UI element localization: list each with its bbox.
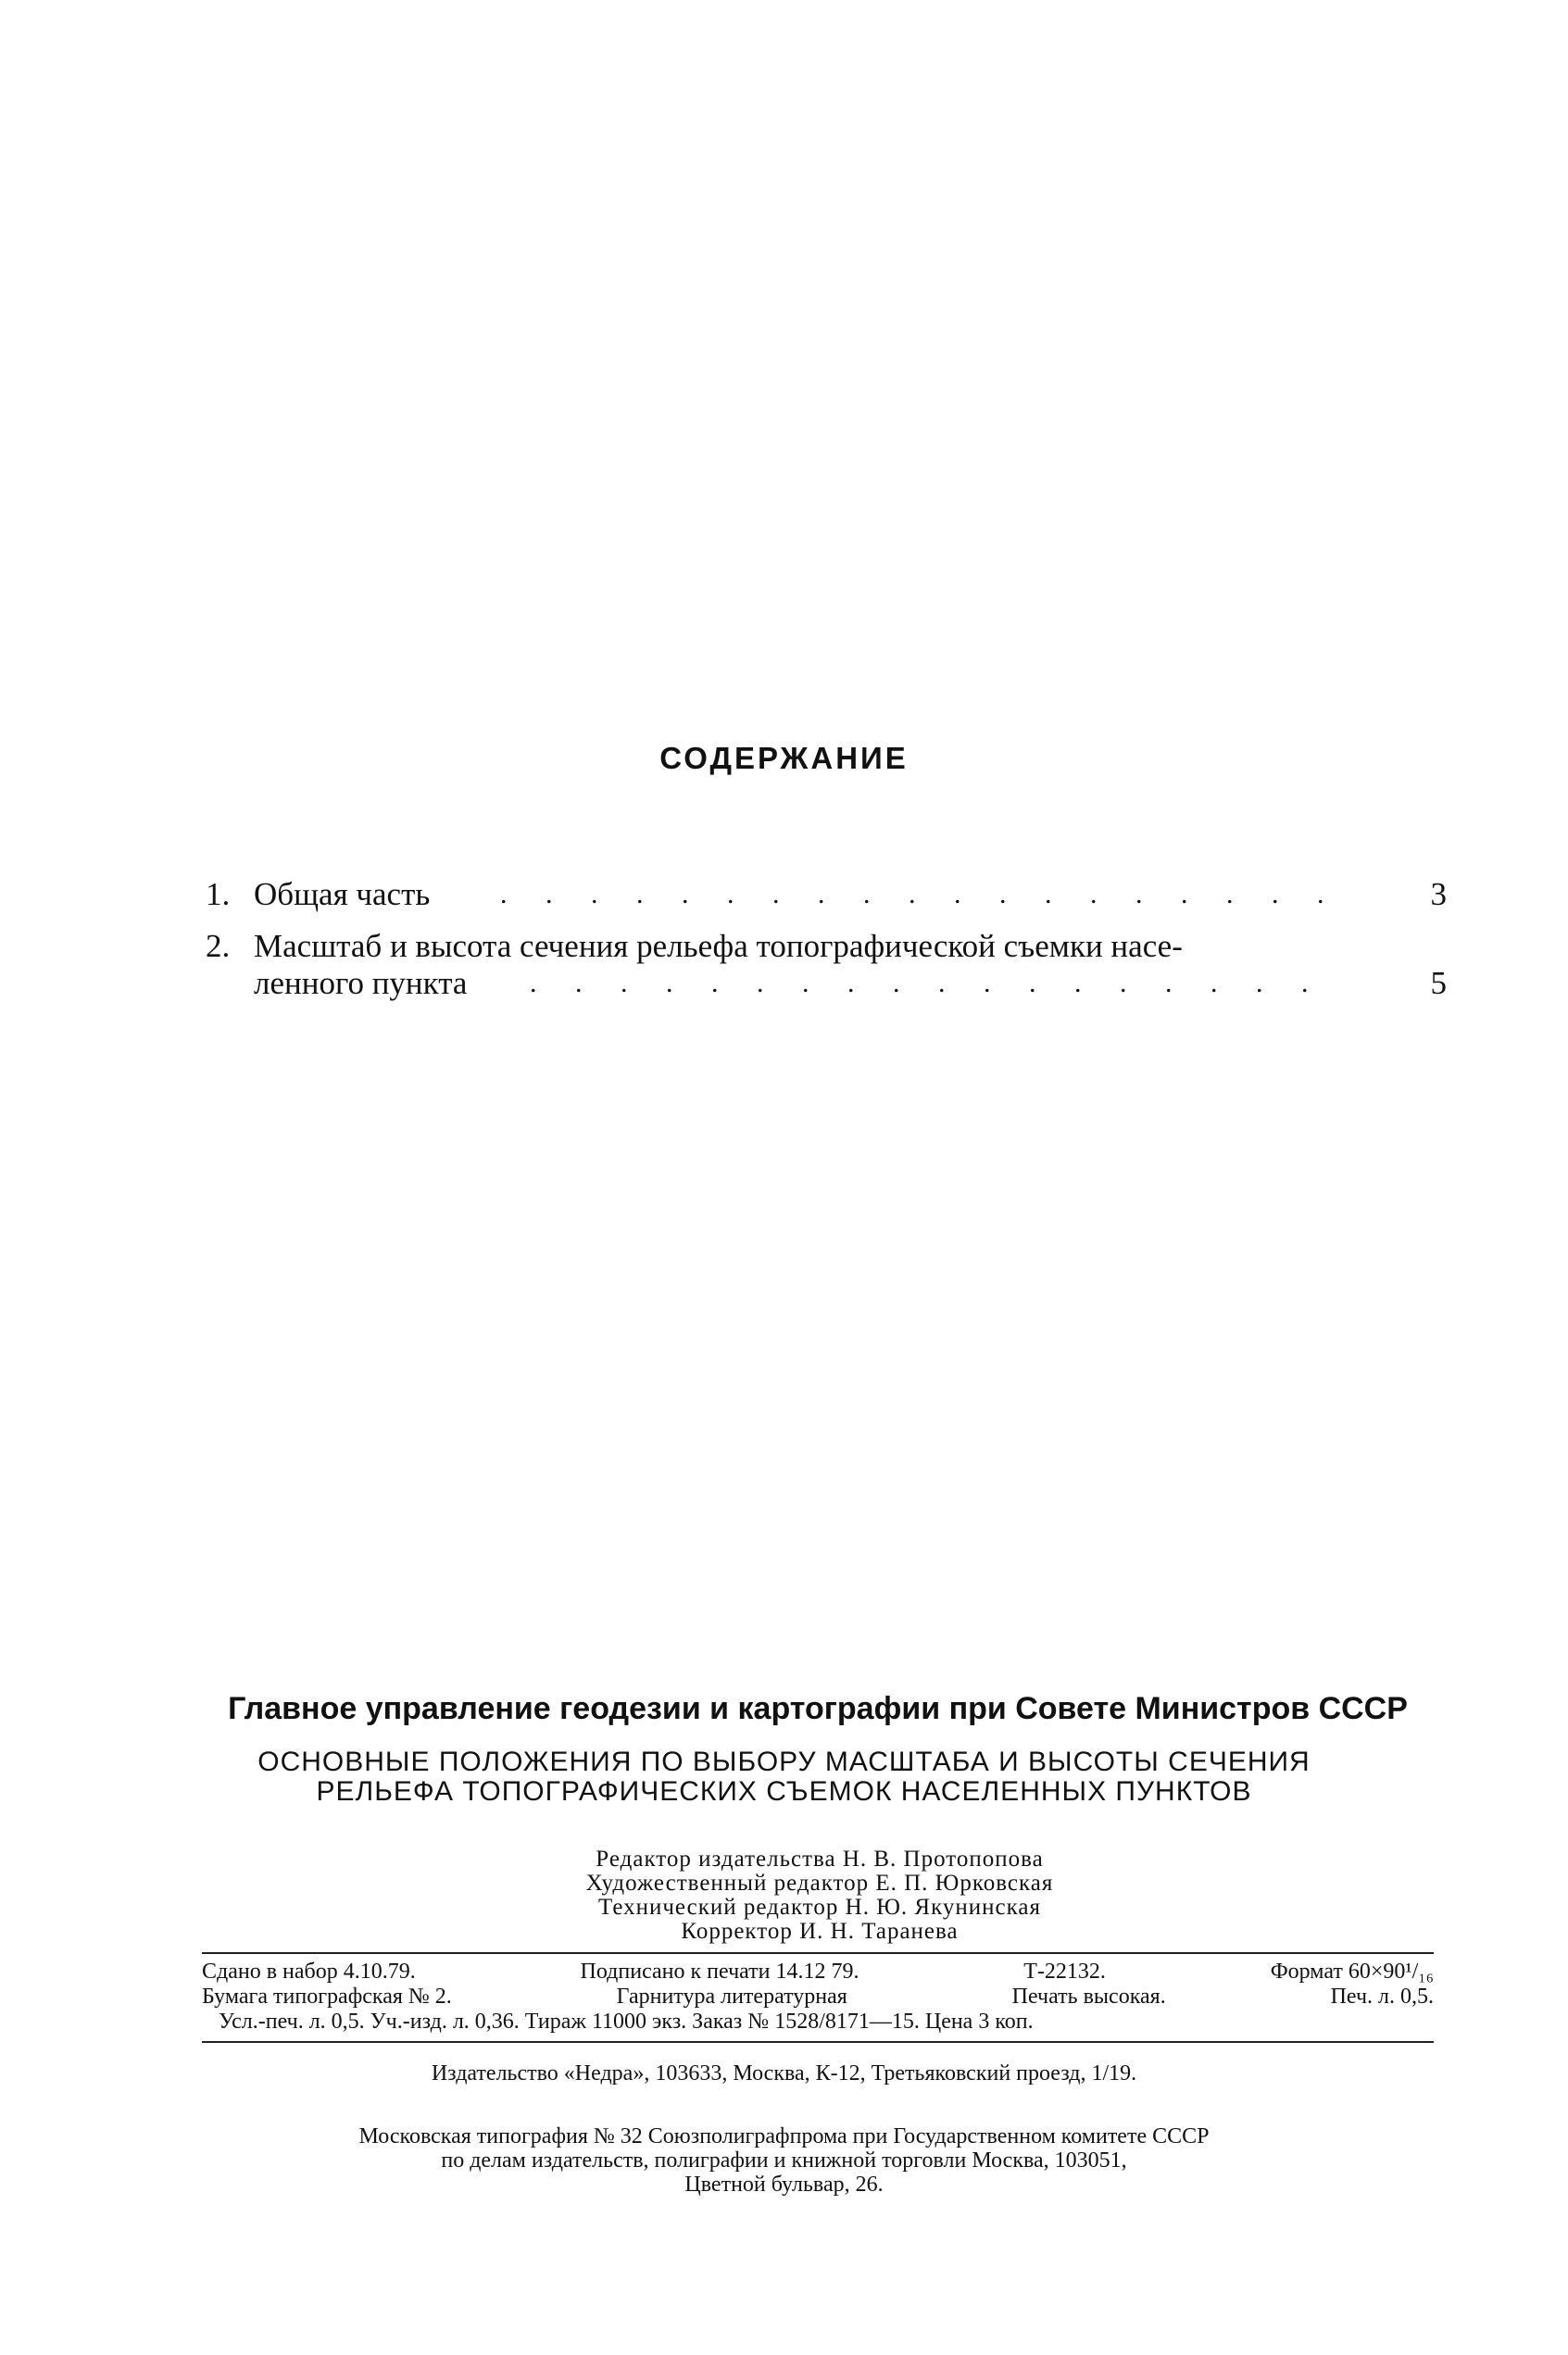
- toc-item-page: 3: [1430, 876, 1447, 912]
- imprint-line-2: [202, 1985, 1434, 2010]
- printer-line3: Цветной бульвар, 26.: [684, 2173, 884, 2197]
- organization-name: Главное управление геодезии и картографии при Совете Министров СССР: [228, 1691, 1408, 1726]
- imprint-circulation: Усл.-печ. л. 0,5. Уч.-изд. л. 0,36. Тираж 11000 экз. Заказ № 1528/8171—15. Цена 3 коп.: [219, 2010, 1034, 2034]
- document-title-line1: ОСНОВНЫЕ ПОЛОЖЕНИЯ ПО ВЫБОРУ МАСШТАБА И ВЫСОТЫ СЕЧЕНИЯ: [257, 1747, 1311, 1777]
- toc-item-2[interactable]: [206, 925, 1447, 1010]
- imprint-submitted: Сдано в набор 4.10.79.: [202, 1960, 416, 1984]
- toc-item-1[interactable]: [206, 873, 1447, 916]
- imprint-format: Формат 60×90¹/₁₆: [1270, 1960, 1434, 1984]
- imprint-printing: Печать высокая.: [1011, 1985, 1166, 2009]
- document-title-line2: РЕЛЬЕФА ТОПОГРАФИЧЕСКИХ СЪЕМОК НАСЕЛЕННЫХ ПУНКТОВ: [316, 1776, 1252, 1807]
- imprint-typeface: Гарнитура литературная: [616, 1985, 847, 2009]
- toc-item-text-line2: ленного пункта: [254, 965, 468, 1001]
- toc-item-page: 5: [1430, 965, 1447, 1001]
- credit-editor: Редактор издательства Н. В. Протопопова: [596, 1847, 1044, 1872]
- imprint-block: [202, 1960, 1434, 2035]
- toc-heading: СОДЕРЖАНИЕ: [659, 741, 909, 775]
- publisher-line: Издательство «Недра», 103633, Москва, К-12, Третьяковский проезд, 1/19.: [431, 2061, 1137, 2086]
- credit-tech-editor: Технический редактор Н. Ю. Якунинская: [598, 1895, 1041, 1920]
- toc-leader-dots: . . . . . . . . . . . . . . . . . .: [530, 968, 1324, 998]
- imprint-paper: Бумага типографская № 2.: [202, 1985, 452, 2009]
- imprint-sheets: Печ. л. 0,5.: [1330, 1985, 1434, 2009]
- toc-item-number: 2.: [206, 928, 231, 964]
- credit-art-editor: Художественный редактор Е. П. Юрковская: [585, 1871, 1054, 1896]
- toc-item-text-line1: Масштаб и высота сечения рельефа топографической съемки насе-: [254, 928, 1183, 964]
- imprint-line-3: [202, 2010, 1434, 2035]
- imprint-signed: Подписано к печати 14.12 79.: [580, 1960, 859, 1984]
- divider: [202, 1952, 1434, 1954]
- toc-item-number: 1.: [206, 876, 231, 912]
- toc-item-text: Общая часть: [254, 876, 431, 912]
- imprint-code: Т-22132.: [1023, 1960, 1106, 1984]
- credit-proofreader: Корректор И. Н. Таранева: [681, 1919, 959, 1944]
- toc-leader-dots: . . . . . . . . . . . . . . . . . . .: [500, 879, 1340, 909]
- printer-line2: по делам издательств, полиграфии и книжной торговли Москва, 103051,: [441, 2148, 1127, 2173]
- imprint-line-1: [202, 1960, 1434, 1985]
- printer-line1: Московская типография № 32 Союзполиграфпрома при Государственном комитете СССР: [358, 2124, 1210, 2148]
- divider: [202, 2041, 1434, 2043]
